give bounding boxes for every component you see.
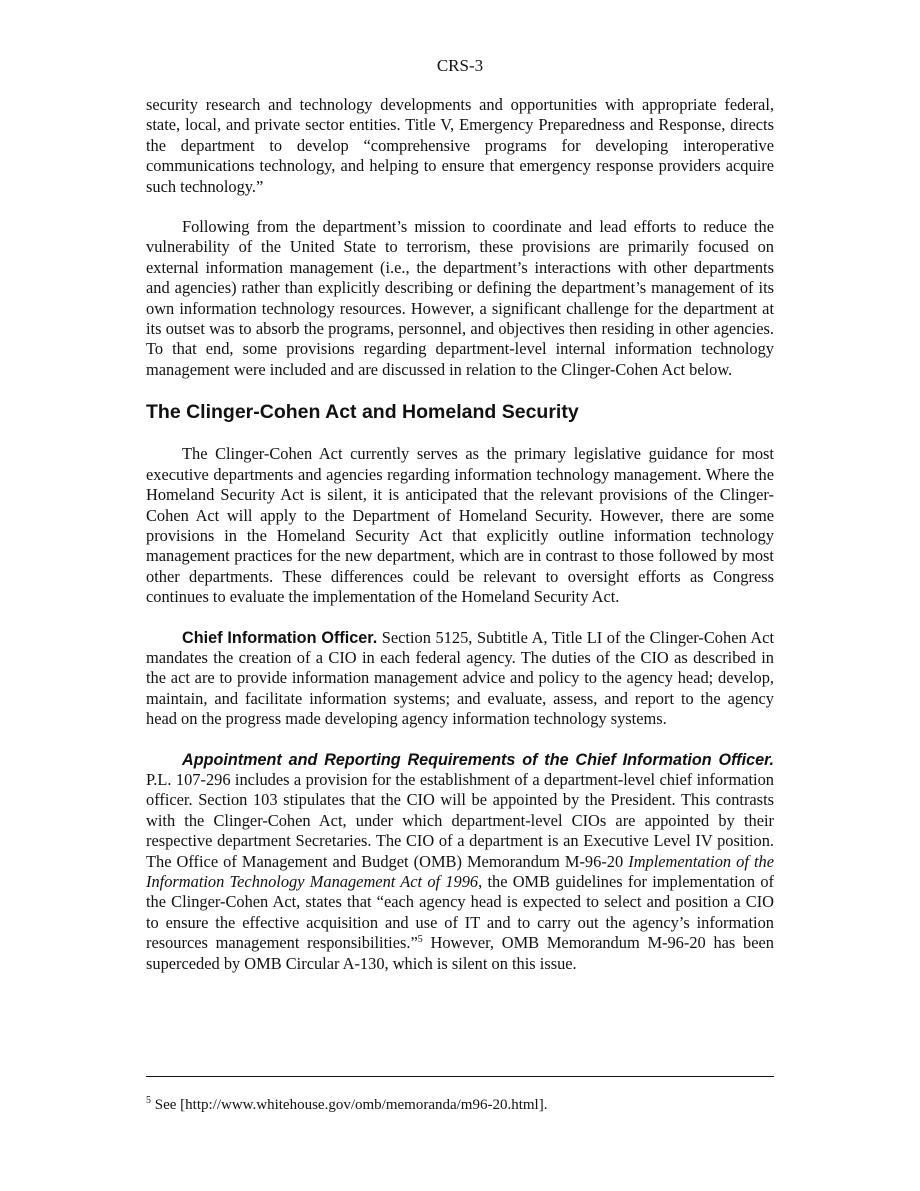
appointment-text-b: , the OMB guidelines for implementation of the Clinger-Cohen Act, states that “each agency head is expected to select and position a CIO to ensure the effective acquisition and use of IT and to carry out the agency’s information resources management responsibilities.” <box>146 872 774 953</box>
appointment-text-a: P.L. 107-296 includes a provision for the establishment of a department-level chief information officer. Section 103 stipulates that the CIO will be appointed by the President. This contrasts with the Clinger-Cohen Act, under which department-level CIOs are appointed by their respective department Secretaries. The CIO of a department is an Executive Level IV position. The Office of Management and Budget (OMB) Memorandum M-96-20 <box>146 769 774 871</box>
body-text <box>146 95 774 974</box>
paragraph-appointment <box>146 750 774 974</box>
appointment-text-c: However, OMB Memorandum M-96-20 has been superceded by OMB Circular A-130, which is silent on this issue. <box>146 933 774 973</box>
cio-run-in-heading: Chief Information Officer. <box>182 628 378 647</box>
paragraph-cio <box>146 628 774 730</box>
footnote-divider <box>146 1076 774 1077</box>
cio-text: Section 5125, Subtitle A, Title LI of the Clinger-Cohen Act mandates the creation of a CIO in each federal agency. The duties of the CIO as described in the act are to provide information management advice and policy to the agency head; develop, maintain, and facilitate information systems; and evaluate, assess, and report to the agency head on the progress made developing agency information technology systems. <box>146 627 774 729</box>
footnote-text: See [http://www.whitehouse.gov/omb/memoranda/m96-20.html]. <box>151 1097 548 1113</box>
appointment-run-in-heading: Appointment and Reporting Requirements of the Chief Information Officer. <box>182 750 774 769</box>
paragraph-clinger-cohen: The Clinger-Cohen Act currently serves as the primary legislative guidance for most executive departments and agencies regarding information technology management. Where the Homeland Security Act is silent, it is anticipated that the relevant provisions of the Clinger-Cohen Act will apply to the Department of Homeland Security. However, there are some provisions in the Homeland Security Act that explicitly outline information technology management practices for the new department, which are in contrast to those followed by most other departments. These differences could be relevant to oversight efforts as Congress continues to evaluate the implementation of the Homeland Security Act. <box>146 444 774 607</box>
section-heading: The Clinger-Cohen Act and Homeland Security <box>146 401 579 424</box>
memorandum-title: Implementation of the Information Technology Management Act of 1996 <box>146 851 775 891</box>
paragraph-continued: security research and technology developments and opportunities with appropriate federal, state, local, and private sector entities. Title V, Emergency Preparedness and Response, directs the department to develop “comprehensive programs for developing interoperative communications technology, and helping to ensure that emergency response providers acquire such technology.” <box>146 95 774 196</box>
footnote-reference: 5 <box>417 934 423 946</box>
page-number-header: CRS-3 <box>436 56 484 75</box>
footnote-number: 5 <box>146 1095 151 1106</box>
footnote <box>146 1096 774 1114</box>
paragraph-mission: Following from the department’s mission to coordinate and lead efforts to reduce the vulnerability of the United State to terrorism, these provisions are primarily focused on external information management (i.e., the department’s interactions with other departments and agencies) rather than explicitly describing or defining the department’s management of its own information technology resources. However, a significant challenge for the department at its outset was to absorb the programs, personnel, and objectives then residing in other agencies. To that end, some provisions regarding department-level internal information technology management were included and are discussed in relation to the Clinger-Cohen Act below. <box>146 217 774 379</box>
